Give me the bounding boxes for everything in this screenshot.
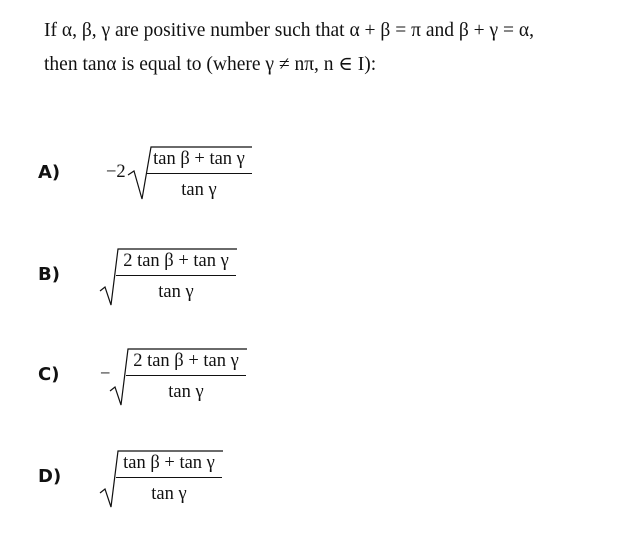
- option-c-numerator: 2 tan β + tan γ: [133, 351, 239, 371]
- option-a-numerator: tan β + tan γ: [153, 149, 245, 169]
- option-a-label: A): [38, 162, 61, 183]
- option-d-denominator: tan γ: [151, 484, 187, 504]
- fraction-bar: [116, 477, 222, 478]
- fraction-bar: [116, 275, 236, 276]
- option-a-fraction: [146, 148, 252, 201]
- option-b[interactable]: [0, 242, 620, 332]
- option-a-coefficient: −2: [106, 162, 126, 182]
- option-b-label: B): [38, 264, 60, 285]
- question-line-1: If α, β, γ are positive number such that α + β = π and β + γ = α,: [44, 20, 534, 41]
- option-c-denominator: tan γ: [168, 382, 204, 402]
- option-b-numerator: 2 tan β + tan γ: [123, 251, 229, 271]
- question-text: [44, 14, 604, 82]
- option-c-coefficient: −: [100, 364, 111, 384]
- option-b-denominator: tan γ: [158, 282, 194, 302]
- option-d-numerator: tan β + tan γ: [123, 453, 215, 473]
- option-d[interactable]: [0, 444, 620, 534]
- question-line-2: then tanα is equal to (where γ ≠ nπ, n ∈ I):: [44, 54, 377, 75]
- option-c[interactable]: [0, 342, 620, 432]
- option-a-denominator: tan γ: [181, 180, 217, 200]
- option-b-fraction: [116, 250, 236, 303]
- option-d-fraction: [116, 452, 222, 505]
- fraction-bar: [126, 375, 246, 376]
- option-c-fraction: [126, 350, 246, 403]
- option-a[interactable]: [0, 140, 620, 230]
- option-d-label: D): [38, 466, 62, 487]
- fraction-bar: [146, 173, 252, 174]
- option-c-label: C): [38, 364, 60, 385]
